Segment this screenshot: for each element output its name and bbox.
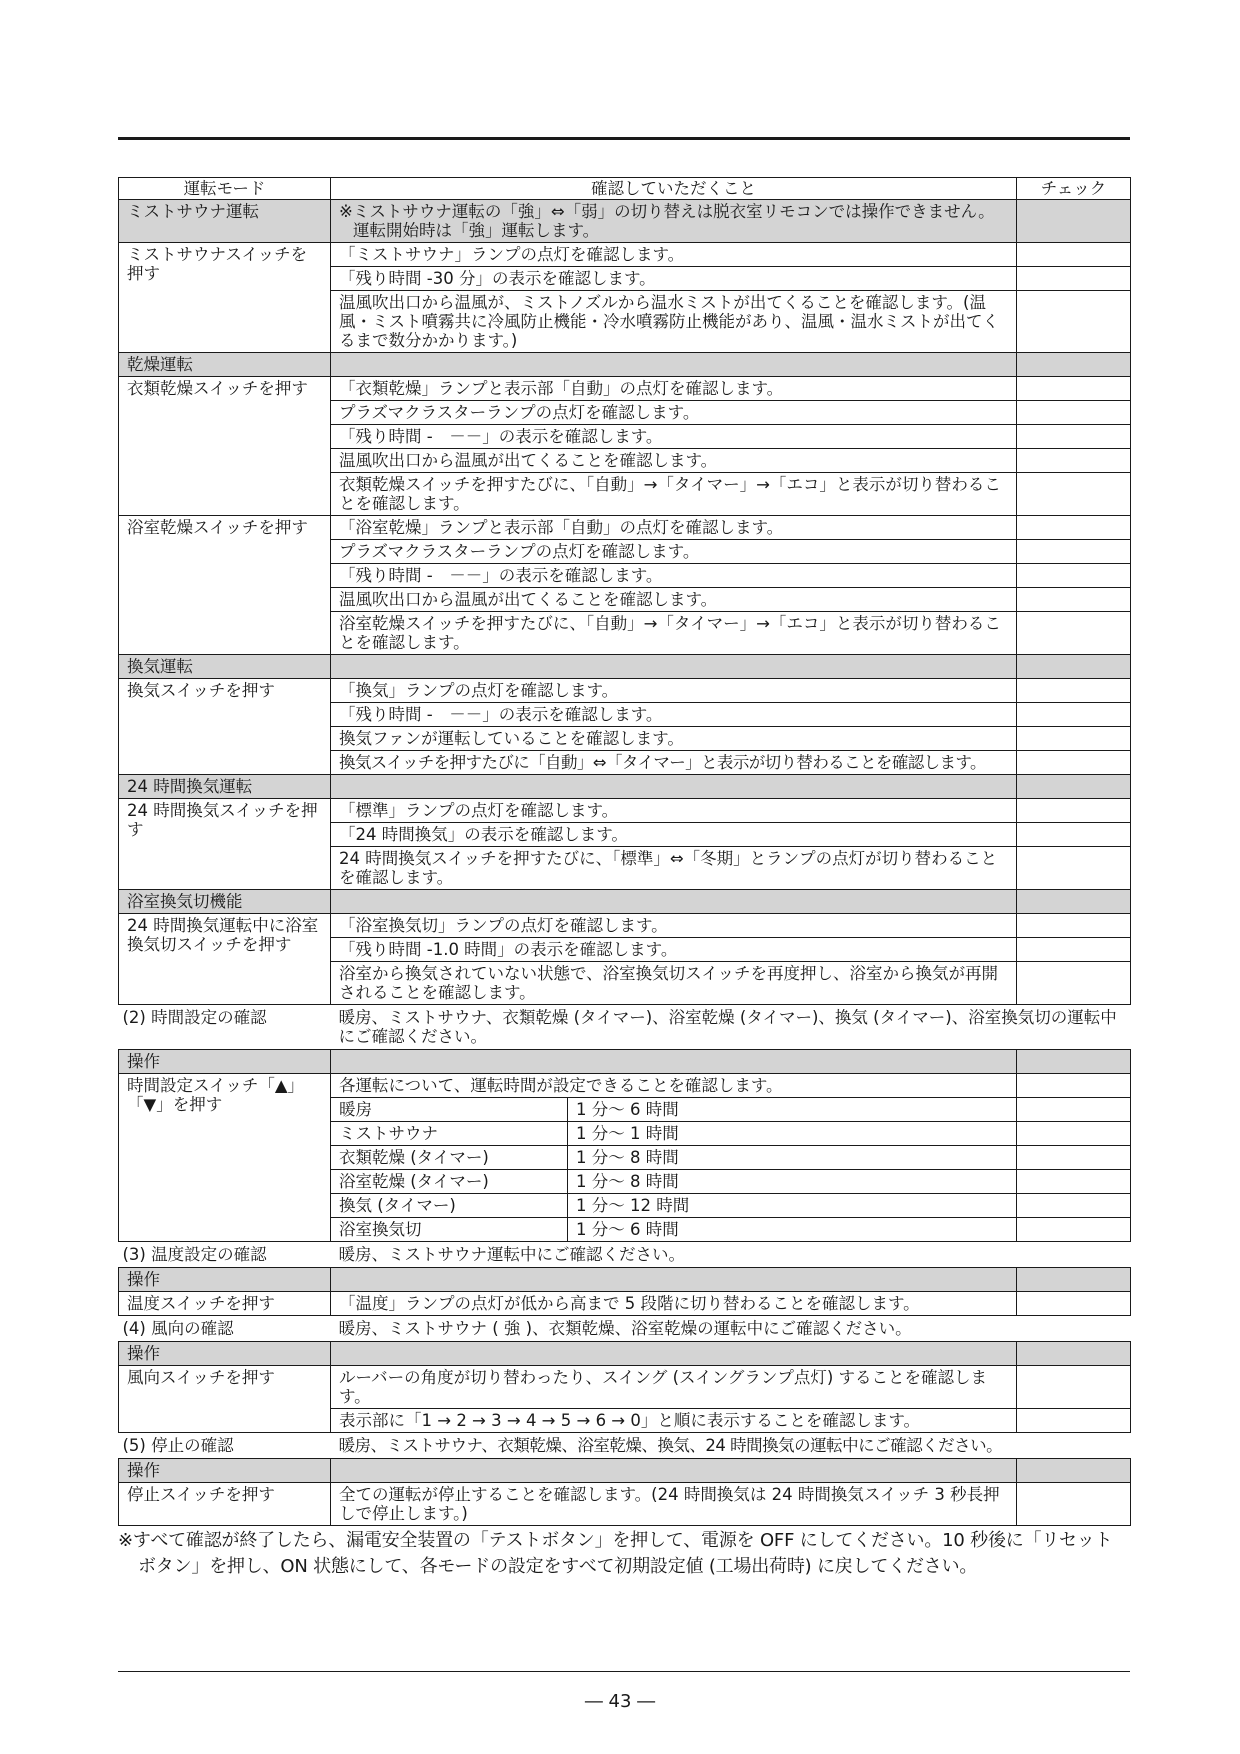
op-label: 操作 xyxy=(119,1050,331,1074)
check-item: 表示部に「1 → 2 → 3 → 4 → 5 → 6 → 0」と順に表示することを確認します。 xyxy=(331,1409,1017,1433)
checklist xyxy=(118,177,1130,1580)
temp-switch-label: 温度スイッチを押す xyxy=(119,1292,331,1316)
check-cell[interactable] xyxy=(1017,938,1131,962)
drying-title-row xyxy=(119,353,1131,377)
time-mode: 換気 (タイマー) xyxy=(331,1194,568,1217)
check-cell[interactable] xyxy=(1017,473,1131,516)
drying-title: 乾燥運転 xyxy=(119,353,331,377)
check-item: 温風吹出口から温風が、ミストノズルから温水ミストが出てくることを確認します。(温風・ミスト噴霧共に冷風防止機能・冷水噴霧防止機能があり、温風・温水ミストが出てくるまで数分かかります。) xyxy=(331,291,1017,353)
check-cell[interactable] xyxy=(1017,751,1131,775)
table-row xyxy=(119,1483,1131,1526)
stop-section: (5) 停止の確認 xyxy=(122,1436,234,1455)
vent24-title: 24 時間換気運転 xyxy=(119,775,331,799)
bath-vent-off-label: 24 時間換気運転中に浴室換気切スイッチを押す xyxy=(119,914,331,1005)
section-row xyxy=(119,1316,1131,1342)
mist-sauna-switch-label: ミストサウナスイッチを押す xyxy=(119,243,331,353)
op-row xyxy=(119,1342,1131,1366)
check-cell[interactable] xyxy=(1017,243,1131,267)
check-cell[interactable] xyxy=(1017,703,1131,727)
check-cell[interactable] xyxy=(1017,823,1131,847)
time-mode: 衣類乾燥 (タイマー) xyxy=(331,1146,568,1169)
table-row xyxy=(119,1074,1131,1098)
op-row xyxy=(119,1268,1131,1292)
check-cell[interactable] xyxy=(1017,799,1131,823)
check-item: 「残り時間 - －－」の表示を確認します。 xyxy=(331,564,1017,588)
vent24-title-row xyxy=(119,775,1131,799)
table-row xyxy=(119,914,1131,938)
check-item: 「24 時間換気」の表示を確認します。 xyxy=(331,823,1017,847)
mist-sauna-note-1: ※ミストサウナ運転の「強」⇔「弱」の切り替えは脱衣室リモコンでは操作できません。 xyxy=(339,202,995,221)
check-item: 「残り時間 - －－」の表示を確認します。 xyxy=(331,703,1017,727)
check-cell[interactable] xyxy=(1017,267,1131,291)
table-header-row xyxy=(119,178,1131,200)
check-item: 「衣類乾燥」ランプと表示部「自動」の点灯を確認します。 xyxy=(331,377,1017,401)
check-cell[interactable] xyxy=(1017,1218,1131,1242)
time-mode: 暖房 xyxy=(331,1098,568,1121)
check-cell[interactable] xyxy=(1017,540,1131,564)
check-item: 「ミストサウナ」ランプの点灯を確認します。 xyxy=(331,243,1017,267)
ventilation-title-row xyxy=(119,655,1131,679)
op-label: 操作 xyxy=(119,1268,331,1292)
time-range: 1 分～ 1 時間 xyxy=(576,1124,679,1143)
check-item: 換気ファンが運転していることを確認します。 xyxy=(331,727,1017,751)
vent24-label: 24 時間換気スイッチを押す xyxy=(119,799,331,890)
check-item: プラズマクラスターランプの点灯を確認します。 xyxy=(331,540,1017,564)
header-mode: 運転モード xyxy=(119,178,331,200)
check-cell[interactable] xyxy=(1017,1292,1131,1316)
time-mode: 浴室換気切 xyxy=(331,1218,568,1241)
checklist-table xyxy=(118,177,1131,1526)
op-row xyxy=(119,1050,1131,1074)
time-range: 1 分～ 12 時間 xyxy=(576,1196,690,1215)
wind-dir-note: 暖房、ミストサウナ ( 強 )、衣類乾燥、浴室乾燥の運転中にご確認ください。 xyxy=(338,1319,912,1338)
check-cell[interactable] xyxy=(1017,200,1131,243)
check-item: 浴室乾燥スイッチを押すたびに、「自動」→「タイマー」→「エコ」と表示が切り替わることを確認します。 xyxy=(331,612,1017,655)
op-label: 操作 xyxy=(119,1342,331,1366)
check-cell[interactable] xyxy=(1017,1170,1131,1194)
page-number: ― 43 ― xyxy=(584,1691,656,1712)
check-cell[interactable] xyxy=(1017,564,1131,588)
check-item: 温風吹出口から温風が出てくることを確認します。 xyxy=(331,588,1017,612)
table-row xyxy=(119,1366,1131,1409)
check-cell[interactable] xyxy=(1017,449,1131,473)
mist-sauna-note xyxy=(331,200,1017,243)
stop-switch-label: 停止スイッチを押す xyxy=(119,1483,331,1526)
check-item: 「換気」ランプの点灯を確認します。 xyxy=(331,679,1017,703)
section-row xyxy=(119,1005,1131,1050)
time-range: 1 分～ 8 時間 xyxy=(576,1172,679,1191)
mist-sauna-title-row xyxy=(119,200,1131,243)
time-range: 1 分～ 6 時間 xyxy=(576,1220,679,1239)
check-item: 各運転について、運転時間が設定できることを確認します。 xyxy=(331,1074,1017,1098)
check-cell[interactable] xyxy=(1017,727,1131,751)
check-item: ルーバーの角度が切り替わったり、スイング (スイングランプ点灯) することを確認します。 xyxy=(331,1366,1017,1409)
ventilation-title: 換気運転 xyxy=(119,655,331,679)
table-row xyxy=(119,679,1131,703)
mist-sauna-note-2: 運転開始時は「強」運転します。 xyxy=(353,221,600,240)
header-confirm: 確認していただくこと xyxy=(331,178,1017,200)
check-cell[interactable] xyxy=(1017,401,1131,425)
section-row xyxy=(119,1242,1131,1268)
check-item: 「浴室乾燥」ランプと表示部「自動」の点灯を確認します。 xyxy=(331,516,1017,540)
bottom-rule xyxy=(118,1671,1130,1672)
check-cell[interactable] xyxy=(1017,1409,1131,1433)
header-check: チェック xyxy=(1017,178,1131,200)
check-item: 「標準」ランプの点灯を確認します。 xyxy=(331,799,1017,823)
check-cell[interactable] xyxy=(1017,847,1131,890)
table-row xyxy=(119,377,1131,401)
check-item: 浴室から換気されていない状態で、浴室換気切スイッチを再度押し、浴室から換気が再開されることを確認します。 xyxy=(331,962,1017,1005)
check-cell[interactable] xyxy=(1017,679,1131,703)
check-item: 「残り時間 -30 分」の表示を確認します。 xyxy=(331,267,1017,291)
footnote: ※すべて確認が終了したら、漏電安全装置の「テストボタン」を押して、電源を OFF にしてください。10 秒後に「リセットボタン」を押し、ON 状態にして、各モードの設定をすべて初期設定値 (工場出荷時) に戻してください。 xyxy=(118,1530,1113,1577)
check-cell[interactable] xyxy=(1017,1098,1131,1122)
bath-vent-off-title: 浴室換気切機能 xyxy=(119,890,331,914)
temp-setting-section: (3) 温度設定の確認 xyxy=(122,1245,267,1264)
check-item: 温風吹出口から温風が出てくることを確認します。 xyxy=(331,449,1017,473)
op-label: 操作 xyxy=(119,1459,331,1483)
op-row xyxy=(119,1459,1131,1483)
check-item: 「残り時間 - －－」の表示を確認します。 xyxy=(331,425,1017,449)
check-cell[interactable] xyxy=(1017,377,1131,401)
temp-setting-note: 暖房、ミストサウナ運転中にご確認ください。 xyxy=(338,1245,685,1264)
time-mode: 浴室乾燥 (タイマー) xyxy=(331,1170,568,1193)
wind-dir-label: 風向スイッチを押す xyxy=(119,1366,331,1433)
mist-sauna-title: ミストサウナ運転 xyxy=(119,200,331,243)
check-cell[interactable] xyxy=(1017,612,1131,655)
stop-note: 暖房、ミストサウナ、衣類乾燥、浴室乾燥、換気、24 時間換気の運転中にご確認ください。 xyxy=(338,1436,1003,1455)
check-item: 全ての運転が停止することを確認します。(24 時間換気は 24 時間換気スイッチ 3 秒長押しで停止します。) xyxy=(331,1483,1017,1526)
time-range: 1 分～ 6 時間 xyxy=(576,1100,679,1119)
check-cell[interactable] xyxy=(1017,1366,1131,1409)
time-setting-label: 時間設定スイッチ「▲」「▼」を押す xyxy=(119,1074,331,1242)
check-cell[interactable] xyxy=(1017,1483,1131,1526)
check-cell[interactable] xyxy=(1017,1146,1131,1170)
check-cell[interactable] xyxy=(1017,914,1131,938)
check-cell[interactable] xyxy=(1017,516,1131,540)
section-row xyxy=(119,1433,1131,1459)
check-cell[interactable] xyxy=(1017,962,1131,1005)
clothes-drying-label: 衣類乾燥スイッチを押す xyxy=(119,377,331,516)
check-cell[interactable] xyxy=(1017,588,1131,612)
time-setting-note: 暖房、ミストサウナ、衣類乾燥 (タイマー)、浴室乾燥 (タイマー)、換気 (タイマー)、浴室換気切の運転中にご確認ください。 xyxy=(338,1008,1117,1046)
check-item: プラズマクラスターランプの点灯を確認します。 xyxy=(331,401,1017,425)
check-item: 「残り時間 -1.0 時間」の表示を確認します。 xyxy=(331,938,1017,962)
wind-dir-section: (4) 風向の確認 xyxy=(122,1319,234,1338)
table-row xyxy=(119,516,1131,540)
check-cell[interactable] xyxy=(1017,1122,1131,1146)
table-row xyxy=(119,1292,1131,1316)
ventilation-label: 換気スイッチを押す xyxy=(119,679,331,775)
check-item: 衣類乾燥スイッチを押すたびに、「自動」→「タイマー」→「エコ」と表示が切り替わることを確認します。 xyxy=(331,473,1017,516)
check-item: 「浴室換気切」ランプの点灯を確認します。 xyxy=(331,914,1017,938)
top-rule xyxy=(118,137,1130,140)
check-item: 24 時間換気スイッチを押すたびに、「標準」⇔「冬期」とランプの点灯が切り替わることを確認します。 xyxy=(331,847,1017,890)
time-setting-section: (2) 時間設定の確認 xyxy=(122,1008,267,1027)
check-item: 「温度」ランプの点灯が低から高まで 5 段階に切り替わることを確認します。 xyxy=(331,1292,1017,1316)
time-range: 1 分～ 8 時間 xyxy=(576,1148,679,1167)
check-cell[interactable] xyxy=(1017,1074,1131,1098)
check-cell[interactable] xyxy=(1017,1194,1131,1218)
check-cell[interactable] xyxy=(1017,291,1131,353)
bath-drying-label: 浴室乾燥スイッチを押す xyxy=(119,516,331,655)
check-cell[interactable] xyxy=(1017,425,1131,449)
time-mode: ミストサウナ xyxy=(331,1122,568,1145)
bath-vent-off-title-row xyxy=(119,890,1131,914)
check-item: 換気スイッチを押すたびに「自動」⇔「タイマー」と表示が切り替わることを確認します。 xyxy=(331,751,1017,775)
table-row xyxy=(119,243,1131,267)
table-row xyxy=(119,799,1131,823)
